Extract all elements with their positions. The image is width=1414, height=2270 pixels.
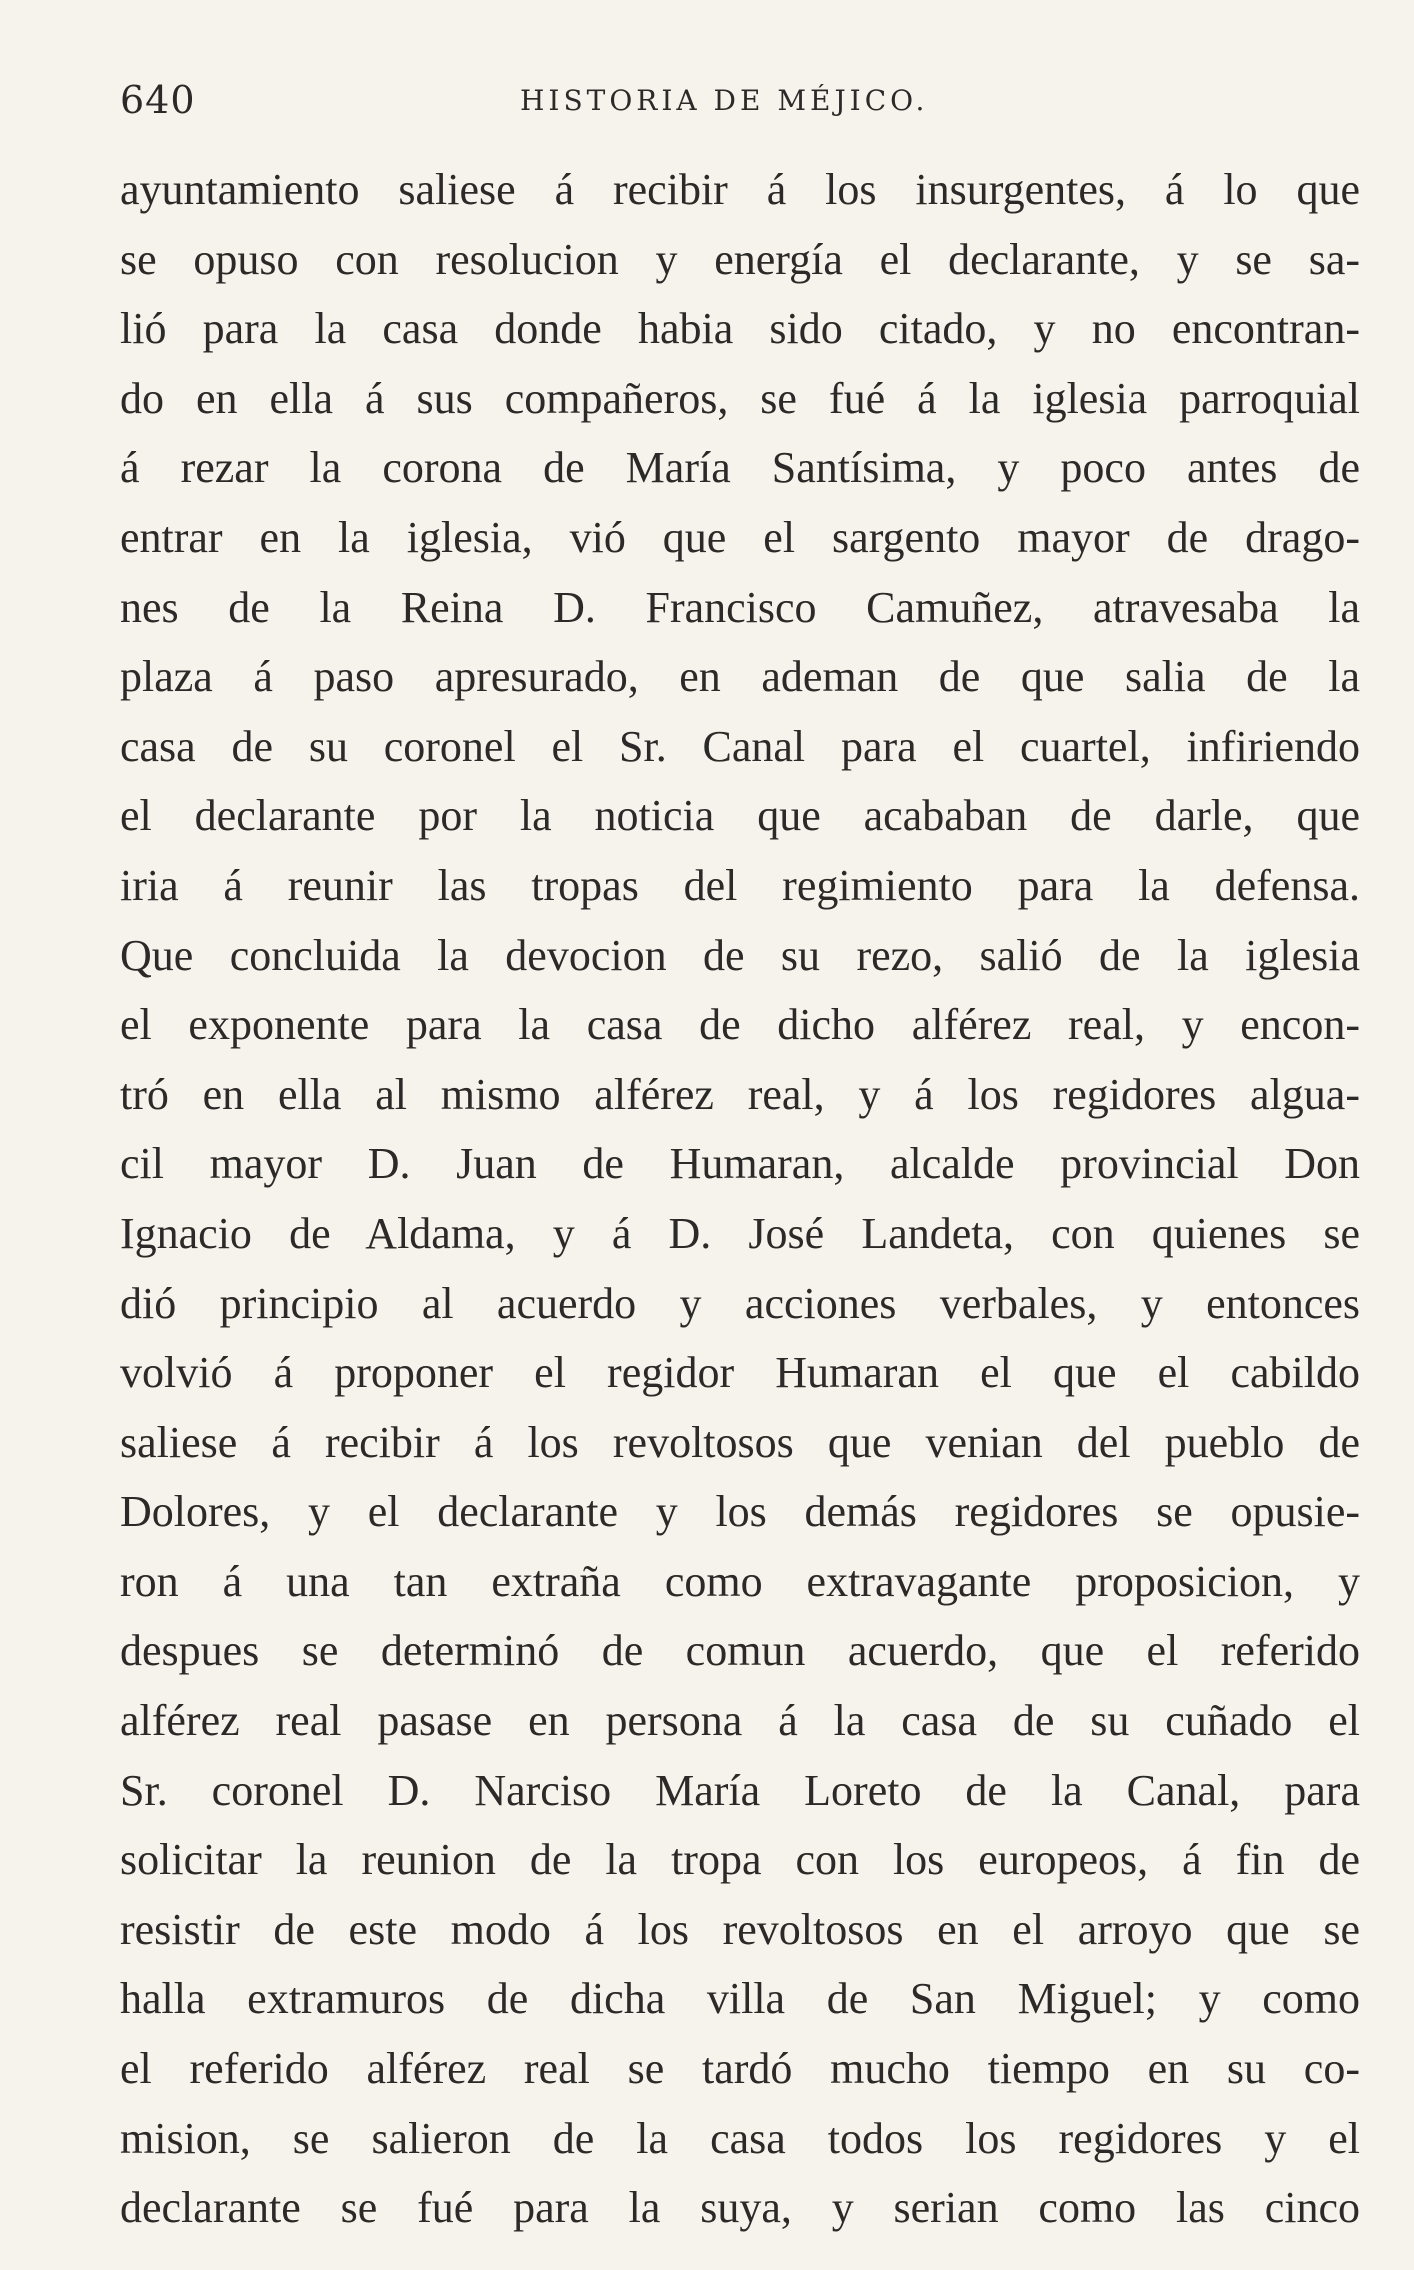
text-line: á rezar la corona de María Santísima, y poco antes de [120,443,1360,493]
text-line: do en ella á sus compañeros, se fué á la iglesia parroquial [120,373,1360,423]
text-line: el exponente para la casa de dicho alférez real, y encon- [120,1000,1360,1050]
text-line: casa de su coronel el Sr. Canal para el cuartel, infiriendo [120,721,1360,771]
text-line: solicitar la reunion de la tropa con los europeos, á fin de [120,1835,1360,1885]
text-line: nes de la Reina D. Francisco Camuñez, atravesaba la [120,582,1360,632]
text-line: ron á una tan extraña como extravagante proposicion, y [120,1556,1360,1606]
body-text [120,155,1360,2243]
text-line: mision, se salieron de la casa todos los regidores y el [120,2113,1360,2163]
text-line: el declarante por la noticia que acababan de darle, que [120,791,1360,841]
text-line: halla extramuros de dicha villa de San Miguel; y como [120,1974,1360,2024]
text-line: Que concluida la devocion de su rezo, salió de la iglesia [120,930,1360,980]
text-line: volvió á proponer el regidor Humaran el que el cabildo [120,1348,1360,1398]
page-number: 640 [120,78,196,122]
text-line: plaza á paso apresurado, en ademan de que salia de la [120,652,1360,702]
text-line: saliese á recibir á los revoltosos que venian del pueblo de [120,1417,1360,1467]
page-header [120,78,1360,138]
text-line: se opuso con resolucion y energía el declarante, y se sa- [120,234,1360,284]
text-line: alférez real pasase en persona á la casa de su cuñado el [120,1696,1360,1746]
running-title: HISTORIA DE MÉJICO. [520,84,929,117]
text-line: tró en ella al mismo alférez real, y á los regidores algua- [120,1069,1360,1119]
text-line: iria á reunir las tropas del regimiento para la defensa. [120,860,1360,910]
text-line: declarante se fué para la suya, y serian como las cinco [120,2183,1360,2233]
text-line: Sr. coronel D. Narciso María Loreto de la Canal, para [120,1765,1360,1815]
text-line: Ignacio de Aldama, y á D. José Landeta, con quienes se [120,1208,1360,1258]
text-line: Dolores, y el declarante y los demás regidores se opusie- [120,1487,1360,1537]
text-line: ayuntamiento saliese á recibir á los insurgentes, á lo que [120,165,1360,214]
text-line: dió principio al acuerdo y acciones verbales, y entonces [120,1278,1360,1328]
text-line: resistir de este modo á los revoltosos en el arroyo que se [120,1904,1360,1954]
text-line: el referido alférez real se tardó mucho tiempo en su co- [120,2044,1360,2094]
text-line: entrar en la iglesia, vió que el sargento mayor de drago- [120,512,1360,562]
text-line: lió para la casa donde habia sido citado, y no encontran- [120,304,1360,354]
text-line: despues se determinó de comun acuerdo, que el referido [120,1626,1360,1676]
text-line: cil mayor D. Juan de Humaran, alcalde provincial Don [120,1139,1360,1189]
